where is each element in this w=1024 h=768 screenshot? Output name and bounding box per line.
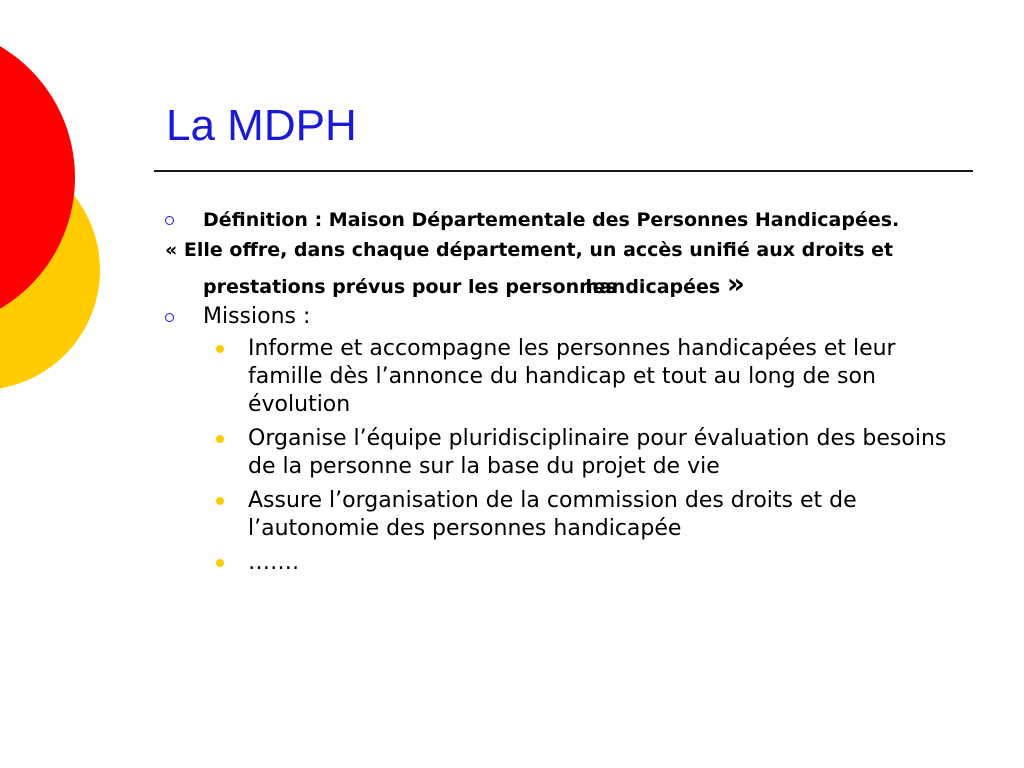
missions-item bbox=[165, 303, 965, 331]
slide-body bbox=[165, 208, 965, 583]
circle-bullet-icon bbox=[165, 216, 174, 225]
mission-text: Informe et accompagne les personnes handicapées et leur famille dès l’annonce du handicap et tout au long de son évolution bbox=[248, 336, 896, 417]
mission-item bbox=[165, 335, 965, 419]
mission-text: Organise l’équipe pluridisciplinaire pour évaluation des besoins de la personne sur la base du projet de vie bbox=[248, 426, 947, 479]
dot-bullet-icon bbox=[216, 435, 224, 443]
title-divider bbox=[154, 170, 973, 172]
dot-bullet-icon bbox=[216, 345, 224, 353]
mission-item bbox=[165, 425, 965, 481]
missions-label: Missions : bbox=[203, 304, 311, 329]
dot-bullet-icon bbox=[216, 497, 224, 505]
quote-close-mark: » bbox=[726, 267, 745, 300]
mission-item bbox=[165, 487, 965, 543]
quote-paragraph bbox=[165, 238, 965, 300]
quote-text: « Elle offre, dans chaque département, un accès unifié aux droits et prestations prévus pour les personnes bbox=[165, 239, 894, 298]
mission-text: Assure l’organisation de la commission des droits et de l’autonomie des personnes handicapée bbox=[248, 488, 857, 541]
slide-title: La MDPH bbox=[166, 101, 357, 150]
quote-ending bbox=[585, 267, 745, 300]
circle-bullet-icon bbox=[165, 313, 174, 322]
definition-item bbox=[165, 208, 965, 233]
mission-item bbox=[165, 549, 965, 577]
mission-text: ……. bbox=[248, 550, 299, 575]
dot-bullet-icon bbox=[216, 559, 224, 567]
quote-last-word: handicapées bbox=[585, 276, 721, 298]
definition-text: Définition : Maison Départementale des Personnes Handicapées. bbox=[203, 209, 900, 231]
missions-list bbox=[165, 335, 965, 577]
